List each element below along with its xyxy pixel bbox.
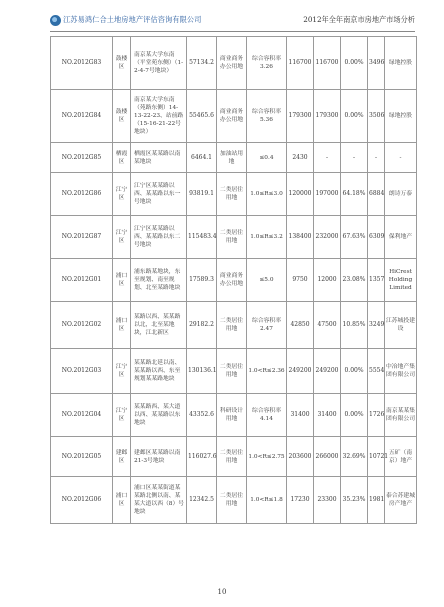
- cell-premium-rate: 64.18%: [341, 173, 368, 216]
- cell-deal-price: 23300: [314, 477, 341, 524]
- cell-floor-price: 3496: [368, 37, 385, 90]
- cell-ratio: 1.0<R≤2.75: [247, 437, 287, 477]
- table-row: [51, 216, 417, 259]
- cell-district: 栖霞区: [113, 143, 131, 173]
- cell-buyer: HiCrest Holding Limited: [385, 259, 417, 302]
- cell-floor-price: 1981: [368, 477, 385, 524]
- cell-district: 江宁区: [113, 394, 131, 437]
- table-row: [51, 143, 417, 173]
- cell-area: 6464.1: [187, 143, 217, 173]
- cell-location: 江宁区某某路以西、某某路以东一号地块: [131, 173, 187, 216]
- cell-buyer: 保利地产: [385, 216, 417, 259]
- cell-deal-price: 249200: [314, 349, 341, 394]
- cell-area: 130136.1: [187, 349, 217, 394]
- company-logo-icon: [50, 15, 61, 26]
- cell-area: 55465.6: [187, 90, 217, 143]
- cell-code: NO.2012G87: [51, 216, 113, 259]
- cell-district: 建邺区: [113, 437, 131, 477]
- cell-use: 二类居住用地: [217, 216, 247, 259]
- cell-ratio: ≤0.4: [247, 143, 287, 173]
- cell-buyer: -: [385, 143, 417, 173]
- cell-buyer: 南京某某集团有限公司: [385, 394, 417, 437]
- cell-start-price: 31400: [287, 394, 314, 437]
- cell-ratio: 1.0<R≤2.36: [247, 349, 287, 394]
- cell-location: 南京某大学东南（苑路东侧）14-13-22-23、站前路（15-16-21-22号地块）: [131, 90, 187, 143]
- cell-location: 栖霞区某某路以南某地块: [131, 143, 187, 173]
- cell-area: 116027.6: [187, 437, 217, 477]
- cell-ratio: 综合容积率2.47: [247, 302, 287, 349]
- cell-area: 57134.2: [187, 37, 217, 90]
- cell-district: 浦口区: [113, 477, 131, 524]
- cell-ratio: 综合容积率5.36: [247, 90, 287, 143]
- cell-location: 某某路北延以南、某某路以西、东至规划某某路地块: [131, 349, 187, 394]
- cell-district: 鼓楼区: [113, 90, 131, 143]
- page-header: [50, 14, 415, 32]
- cell-deal-price: 47500: [314, 302, 341, 349]
- cell-district: 江宁区: [113, 349, 131, 394]
- cell-code: NO.2012G01: [51, 259, 113, 302]
- cell-buyer: 江苏城投建设: [385, 302, 417, 349]
- cell-ratio: 1.0≤R≤3.2: [247, 216, 287, 259]
- cell-use: 二类居住用地: [217, 302, 247, 349]
- cell-floor-price: 6309: [368, 216, 385, 259]
- cell-deal-price: 12000: [314, 259, 341, 302]
- cell-floor-price: 1357: [368, 259, 385, 302]
- table-row: [51, 349, 417, 394]
- table-row: [51, 90, 417, 143]
- cell-buyer: 绿地控股: [385, 90, 417, 143]
- cell-area: 12342.5: [187, 477, 217, 524]
- cell-premium-rate: 23.08%: [341, 259, 368, 302]
- cell-floor-price: 3506: [368, 90, 385, 143]
- cell-area: 93819.1: [187, 173, 217, 216]
- table-row: [51, 477, 417, 524]
- cell-use: 商业商务办公用地: [217, 37, 247, 90]
- cell-location: 建邺区某某路以南21-3号地块: [131, 437, 187, 477]
- cell-use: 科研设计用地: [217, 394, 247, 437]
- cell-area: 17589.3: [187, 259, 217, 302]
- table-row: [51, 259, 417, 302]
- cell-ratio: 综合容积率4.14: [247, 394, 287, 437]
- cell-start-price: 138400: [287, 216, 314, 259]
- cell-premium-rate: 67.63%: [341, 216, 368, 259]
- cell-district: 江宁区: [113, 216, 131, 259]
- cell-code: NO.2012G06: [51, 477, 113, 524]
- cell-start-price: 203600: [287, 437, 314, 477]
- cell-premium-rate: 0.00%: [341, 394, 368, 437]
- cell-deal-price: 197000: [314, 173, 341, 216]
- cell-location: 浦口区某某街道某某路北侧以南、某某大道以西（8）号地块: [131, 477, 187, 524]
- cell-area: 29182.2: [187, 302, 217, 349]
- company-name: 江苏易鸿仁合土地房地产评估咨询有限公司: [63, 15, 202, 24]
- cell-location: 某路以西、某某路以北，北至某地块，江北新区: [131, 302, 187, 349]
- cell-buyer: 朗诗万泰: [385, 173, 417, 216]
- cell-floor-price: -: [368, 143, 385, 173]
- cell-location: 南京某大学东南（平堂苑东侧）（1-2-4-7号地块）: [131, 37, 187, 90]
- cell-floor-price: 10721: [368, 437, 385, 477]
- report-title: 2012年全年南京市房地产市场分析: [303, 15, 415, 24]
- cell-deal-price: -: [314, 143, 341, 173]
- page-number: 10: [217, 588, 227, 596]
- cell-start-price: 179300: [287, 90, 314, 143]
- land-transaction-table: [50, 36, 417, 524]
- cell-floor-price: 6884: [368, 173, 385, 216]
- cell-deal-price: 179300: [314, 90, 341, 143]
- cell-ratio: 1.0≤R≤3.0: [247, 173, 287, 216]
- cell-code: NO.2012G83: [51, 37, 113, 90]
- cell-premium-rate: 0.00%: [341, 349, 368, 394]
- cell-premium-rate: -: [341, 143, 368, 173]
- cell-start-price: 17230: [287, 477, 314, 524]
- cell-use: 二类居住用地: [217, 477, 247, 524]
- cell-district: 鼓楼区: [113, 37, 131, 90]
- cell-code: NO.2012G84: [51, 90, 113, 143]
- cell-code: NO.2012G02: [51, 302, 113, 349]
- cell-use: 二类居住用地: [217, 349, 247, 394]
- table-row: [51, 437, 417, 477]
- cell-location: 浦东路某地块，东至规划、南至规划、北至某路地块: [131, 259, 187, 302]
- cell-start-price: 249200: [287, 349, 314, 394]
- cell-premium-rate: 35.23%: [341, 477, 368, 524]
- cell-use: 商业商务办公用地: [217, 259, 247, 302]
- cell-deal-price: 232000: [314, 216, 341, 259]
- cell-start-price: 116700: [287, 37, 314, 90]
- table-row: [51, 173, 417, 216]
- cell-code: NO.2012G05: [51, 437, 113, 477]
- cell-area: 115483.4: [187, 216, 217, 259]
- cell-deal-price: 266000: [314, 437, 341, 477]
- cell-buyer: 泰合苏建城房产地产: [385, 477, 417, 524]
- table-row: [51, 394, 417, 437]
- table-row: [51, 302, 417, 349]
- cell-code: NO.2012G03: [51, 349, 113, 394]
- cell-start-price: 2430: [287, 143, 314, 173]
- cell-premium-rate: 0.00%: [341, 90, 368, 143]
- cell-district: 江宁区: [113, 173, 131, 216]
- cell-deal-price: 116700: [314, 37, 341, 90]
- cell-code: NO.2012G86: [51, 173, 113, 216]
- cell-start-price: 9750: [287, 259, 314, 302]
- cell-ratio: 综合容积率3.26: [247, 37, 287, 90]
- cell-floor-price: 5554: [368, 349, 385, 394]
- cell-use: 二类居住用地: [217, 437, 247, 477]
- cell-floor-price: 3249: [368, 302, 385, 349]
- cell-code: NO.2012G85: [51, 143, 113, 173]
- cell-premium-rate: 10.85%: [341, 302, 368, 349]
- cell-district: 浦口区: [113, 259, 131, 302]
- cell-code: NO.2012G04: [51, 394, 113, 437]
- cell-area: 43352.6: [187, 394, 217, 437]
- cell-ratio: ≤5.0: [247, 259, 287, 302]
- cell-ratio: 1.0<R≤1.8: [247, 477, 287, 524]
- cell-buyer: 五矿（南京）地产: [385, 437, 417, 477]
- cell-buyer: 中冶地产集团有限公司: [385, 349, 417, 394]
- cell-use: 加油站用地: [217, 143, 247, 173]
- table-row: [51, 37, 417, 90]
- cell-buyer: 绿地控股: [385, 37, 417, 90]
- cell-use: 商业商务办公用地: [217, 90, 247, 143]
- cell-start-price: 42850: [287, 302, 314, 349]
- cell-deal-price: 31400: [314, 394, 341, 437]
- cell-location: 江宁区某某路以西、某某路以东二号地块: [131, 216, 187, 259]
- cell-premium-rate: 32.69%: [341, 437, 368, 477]
- cell-use: 二类居住用地: [217, 173, 247, 216]
- cell-start-price: 120000: [287, 173, 314, 216]
- cell-district: 浦口区: [113, 302, 131, 349]
- cell-premium-rate: 0.00%: [341, 37, 368, 90]
- cell-floor-price: 1726: [368, 394, 385, 437]
- cell-location: 某某路西、某大道以西、某某路以东地块: [131, 394, 187, 437]
